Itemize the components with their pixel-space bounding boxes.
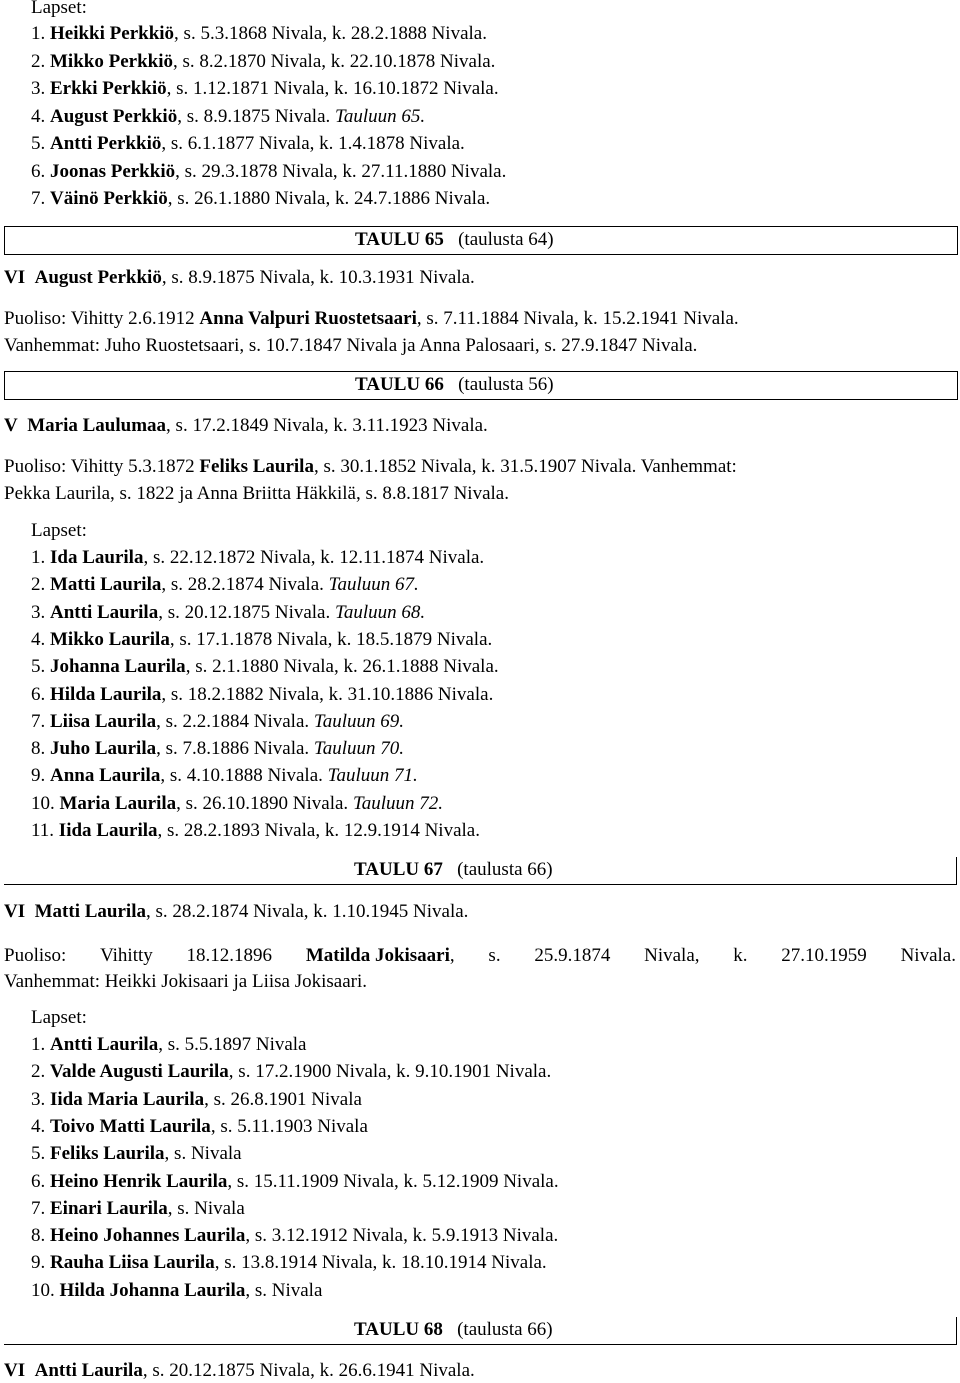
- child-dates: , s. 8.2.1870 Nivala, k. 22.10.1878 Nivala.: [172, 50, 496, 72]
- child-entry: [31, 1142, 242, 1166]
- spouse-line-taulu-65: [4, 307, 739, 331]
- child-dates: , s. 13.8.1914 Nivala, k. 18.10.1914 Nivala.: [214, 1252, 547, 1274]
- child-number: 10.: [31, 792, 55, 814]
- child-number: 5.: [31, 1143, 46, 1165]
- table-reference: Tauluun 67.: [328, 574, 419, 596]
- person-name: Matti Laurila: [34, 901, 146, 922]
- person-line-taulu-66: [4, 414, 488, 438]
- child-name: Erkki Perkkiö: [50, 78, 167, 99]
- taulu-source: (taulusta 66): [457, 859, 553, 880]
- lapset-label: Lapset:: [31, 0, 87, 18]
- parents-line-taulu-65: Vanhemmat: Juho Ruostetsaari, s. 10.7.1847 Nivala ja Anna Palosaari, s. 27.9.1847 Nivala.: [4, 335, 698, 356]
- child-dates: , s. 5.3.1868 Nivala, k. 28.2.1888 Nivala.: [174, 23, 487, 44]
- child-name: Anna Laurila: [50, 765, 161, 787]
- child-number: 8.: [31, 1225, 46, 1247]
- child-number: 2.: [31, 574, 46, 596]
- spouse-dates: , s. 30.1.1852 Nivala, k. 31.5.1907 Nivala. Vanhemmat:: [313, 456, 737, 477]
- child-name: Maria Laurila: [59, 792, 177, 814]
- child-number: 3.: [31, 601, 46, 623]
- lapset-label: Lapset:: [31, 1007, 87, 1028]
- child-number: 6.: [31, 160, 46, 182]
- child-dates: , s. 22.12.1872 Nivala, k. 12.11.1874 Nivala.: [143, 547, 485, 568]
- child-entry: [31, 105, 425, 129]
- child-name: Ida Laurila: [50, 547, 144, 568]
- child-number: 3.: [31, 78, 46, 99]
- child-dates: , s. 26.1.1880 Nivala, k. 24.7.1886 Nivala.: [167, 188, 491, 209]
- child-entry: [31, 819, 480, 843]
- child-name: Hilda Laurila: [50, 683, 162, 705]
- child-dates: , s. 29.3.1878 Nivala, k. 27.11.1880 Nivala.: [175, 160, 507, 182]
- child-entry: [31, 77, 499, 101]
- spouse-line-taulu-67: [4, 944, 956, 968]
- person-line-taulu-68: [4, 1359, 475, 1383]
- spouse-word: Vihitty: [100, 945, 153, 966]
- child-name: Heikki Perkkiö: [50, 23, 175, 44]
- child-name: Iida Laurila: [58, 820, 158, 841]
- lapset-label: Lapset:: [31, 520, 87, 541]
- child-dates: , s. 26.10.1890 Nivala.: [176, 792, 353, 814]
- child-entry: [31, 1279, 322, 1303]
- child-name: Einari Laurila: [50, 1197, 168, 1219]
- child-entry: [31, 1060, 551, 1084]
- child-entry: [31, 1033, 307, 1057]
- child-name: Juho Laurila: [50, 738, 157, 760]
- taulu-source: (taulusta 56): [458, 374, 554, 395]
- child-entry: [31, 710, 404, 734]
- child-name: Mikko Perkkiö: [50, 50, 173, 72]
- child-dates: , s. 17.1.1878 Nivala, k. 18.5.1879 Nivala.: [169, 628, 493, 650]
- child-dates: , s. 28.2.1874 Nivala.: [161, 574, 329, 596]
- child-name: Joonas Perkkiö: [50, 160, 176, 182]
- person-dates: , s. 28.2.1874 Nivala, k. 1.10.1945 Nivala.: [145, 901, 469, 922]
- child-entry: [31, 1170, 559, 1194]
- child-entry: [31, 546, 484, 570]
- child-number: 6.: [31, 1170, 46, 1192]
- table-reference: Tauluun 70.: [313, 738, 405, 760]
- child-dates: , s. 4.10.1888 Nivala.: [160, 765, 328, 787]
- child-name: Heino Henrik Laurila: [50, 1170, 228, 1192]
- taulu-68-header: [4, 1317, 957, 1345]
- child-number: 4.: [31, 628, 46, 650]
- taulu-title: TAULU 66: [355, 374, 444, 395]
- spouse-word: Nivala.: [900, 945, 956, 966]
- child-name: Hilda Johanna Laurila: [59, 1279, 246, 1301]
- spouse-name: Anna Valpuri Ruostetsaari: [199, 308, 417, 329]
- child-dates: , s. 2.1.1880 Nivala, k. 26.1.1888 Nivala.: [185, 656, 499, 678]
- child-name: Johanna Laurila: [50, 656, 186, 678]
- person-name: Antti Laurila: [34, 1360, 143, 1381]
- person-dates: , s. 8.9.1875 Nivala, k. 10.3.1931 Nivala.: [161, 267, 475, 288]
- child-number: 7.: [31, 710, 46, 732]
- child-number: 6.: [31, 683, 46, 705]
- child-entry: [31, 1115, 368, 1139]
- child-number: 5.: [31, 656, 46, 678]
- child-entry: [31, 764, 418, 788]
- spouse-word: ,: [449, 945, 455, 966]
- child-dates: , s. Nivala: [167, 1197, 245, 1219]
- child-number: 4.: [31, 1115, 46, 1137]
- child-name: Matti Laurila: [50, 574, 162, 596]
- spouse-name: Matilda Jokisaari: [305, 945, 450, 966]
- child-number: 7.: [31, 1197, 46, 1219]
- child-dates: , s. 1.12.1871 Nivala, k. 16.10.1872 Nivala.: [166, 78, 499, 99]
- taulu-65-header: [4, 226, 958, 255]
- child-name: Liisa Laurila: [50, 710, 157, 732]
- generation: VI: [4, 267, 26, 288]
- taulu-source: (taulusta 66): [457, 1319, 553, 1340]
- parents-line-taulu-67: Vanhemmat: Heikki Jokisaari ja Liisa Jokisaari.: [4, 971, 368, 992]
- spouse-line-taulu-66: [4, 455, 737, 479]
- child-dates: , s. Nivala: [245, 1279, 323, 1301]
- child-dates: , s. 20.12.1875 Nivala.: [158, 601, 335, 623]
- child-entry: [31, 1251, 547, 1275]
- child-number: 4.: [31, 105, 46, 127]
- child-name: Rauha Liisa Laurila: [50, 1252, 215, 1274]
- generation: VI: [4, 1360, 26, 1381]
- spouse-word: 18.12.1896: [186, 945, 273, 966]
- spouse-word: k.: [733, 945, 748, 966]
- spouse-word: 27.10.1959: [781, 945, 867, 966]
- child-number: 10.: [31, 1279, 55, 1301]
- child-name: Väinö Perkkiö: [50, 188, 168, 209]
- child-dates: , s. 15.11.1909 Nivala, k. 5.12.1909 Nivala.: [227, 1170, 559, 1192]
- child-entry: [31, 683, 493, 707]
- child-number: 9.: [31, 1252, 46, 1274]
- generation: VI: [4, 901, 26, 922]
- child-entry: [31, 160, 506, 184]
- child-name: August Perkkiö: [50, 105, 178, 127]
- table-reference: Tauluun 71.: [327, 765, 418, 787]
- taulu-source: (taulusta 64): [458, 229, 554, 250]
- child-dates: , s. Nivala: [164, 1143, 242, 1165]
- spouse-word: Nivala,: [644, 945, 700, 966]
- child-dates: , s. 8.9.1875 Nivala.: [177, 105, 336, 127]
- spouse-word: 25.9.1874: [534, 945, 611, 966]
- person-line-taulu-67: [4, 900, 468, 924]
- child-dates: , s. 17.2.1900 Nivala, k. 9.10.1901 Nivala.: [228, 1061, 552, 1083]
- person-dates: , s. 17.2.1849 Nivala, k. 3.11.1923 Nivala.: [166, 415, 488, 436]
- child-number: 2.: [31, 50, 46, 72]
- child-dates: , s. 5.5.1897 Nivala: [158, 1034, 307, 1055]
- child-number: 7.: [31, 188, 46, 209]
- table-reference: Tauluun 65.: [335, 105, 426, 127]
- spouse-word: Puoliso:: [4, 945, 67, 966]
- child-name: Feliks Laurila: [50, 1143, 165, 1165]
- table-reference: Tauluun 68.: [335, 601, 426, 623]
- child-entry: [31, 1197, 245, 1221]
- taulu-title: TAULU 68: [354, 1319, 443, 1340]
- spouse-word: s.: [488, 945, 501, 966]
- taulu-title: TAULU 67: [354, 859, 443, 880]
- child-number: 2.: [31, 1061, 46, 1083]
- child-entry: [31, 628, 492, 652]
- spouse-prefix: Puoliso: Vihitty 5.3.1872: [4, 456, 200, 477]
- child-number: 1.: [31, 547, 46, 568]
- child-name: Toivo Matti Laurila: [50, 1115, 211, 1137]
- child-entry: [31, 187, 490, 211]
- table-reference: Tauluun 72.: [352, 792, 444, 814]
- child-dates: , s. 18.2.1882 Nivala, k. 31.10.1886 Nivala.: [161, 683, 494, 705]
- child-number: 5.: [31, 133, 46, 154]
- child-entry: [31, 1088, 362, 1112]
- child-name: Antti Laurila: [50, 601, 159, 623]
- child-entry: [31, 601, 425, 625]
- person-dates: , s. 20.12.1875 Nivala, k. 26.6.1941 Nivala.: [142, 1360, 475, 1381]
- child-dates: , s. 28.2.1893 Nivala, k. 12.9.1914 Nivala.: [157, 820, 480, 841]
- child-number: 11.: [31, 820, 55, 841]
- child-entry: [31, 132, 465, 156]
- child-dates: , s. 26.8.1901 Nivala: [204, 1088, 362, 1110]
- person-line-taulu-65: [4, 266, 475, 290]
- child-entry: [31, 50, 495, 74]
- person-name: Maria Laulumaa: [27, 415, 167, 436]
- child-entry: [31, 1224, 558, 1248]
- child-dates: , s. 6.1.1877 Nivala, k. 1.4.1878 Nivala.: [161, 133, 465, 154]
- person-name: August Perkkiö: [34, 267, 162, 288]
- child-dates: , s. 5.11.1903 Nivala: [210, 1115, 368, 1137]
- child-dates: , s. 7.8.1886 Nivala.: [156, 738, 314, 760]
- child-name: Heino Johannes Laurila: [50, 1225, 246, 1247]
- child-number: 8.: [31, 738, 46, 760]
- child-entry: [31, 792, 443, 816]
- child-entry: [31, 737, 404, 761]
- spouse-dates: , s. 7.11.1884 Nivala, k. 15.2.1941 Nivala.: [416, 308, 739, 329]
- child-dates: , s. 3.12.1912 Nivala, k. 5.9.1913 Nivala.: [245, 1225, 559, 1247]
- child-name: Valde Augusti Laurila: [50, 1061, 229, 1083]
- child-name: Antti Perkkiö: [50, 133, 162, 154]
- child-number: 1.: [31, 1034, 46, 1055]
- taulu-67-header: [4, 857, 957, 885]
- child-name: Mikko Laurila: [50, 628, 170, 650]
- child-dates: , s. 2.2.1884 Nivala.: [156, 710, 314, 732]
- parents-line-taulu-66: Pekka Laurila, s. 1822 ja Anna Briitta Häkkilä, s. 8.8.1817 Nivala.: [4, 483, 509, 504]
- child-entry: [31, 655, 499, 679]
- child-entry: [31, 22, 487, 46]
- child-entry: [31, 573, 419, 597]
- child-number: 3.: [31, 1088, 46, 1110]
- table-reference: Tauluun 69.: [313, 710, 405, 732]
- child-name: Iida Maria Laurila: [50, 1088, 205, 1110]
- taulu-66-header: [4, 371, 958, 400]
- taulu-title: TAULU 65: [355, 229, 444, 250]
- child-number: 9.: [31, 765, 46, 787]
- child-name: Antti Laurila: [50, 1034, 159, 1055]
- child-number: 1.: [31, 23, 46, 44]
- spouse-name: Feliks Laurila: [199, 456, 314, 477]
- generation: V: [4, 415, 18, 436]
- spouse-prefix: Puoliso: Vihitty 2.6.1912: [4, 308, 200, 329]
